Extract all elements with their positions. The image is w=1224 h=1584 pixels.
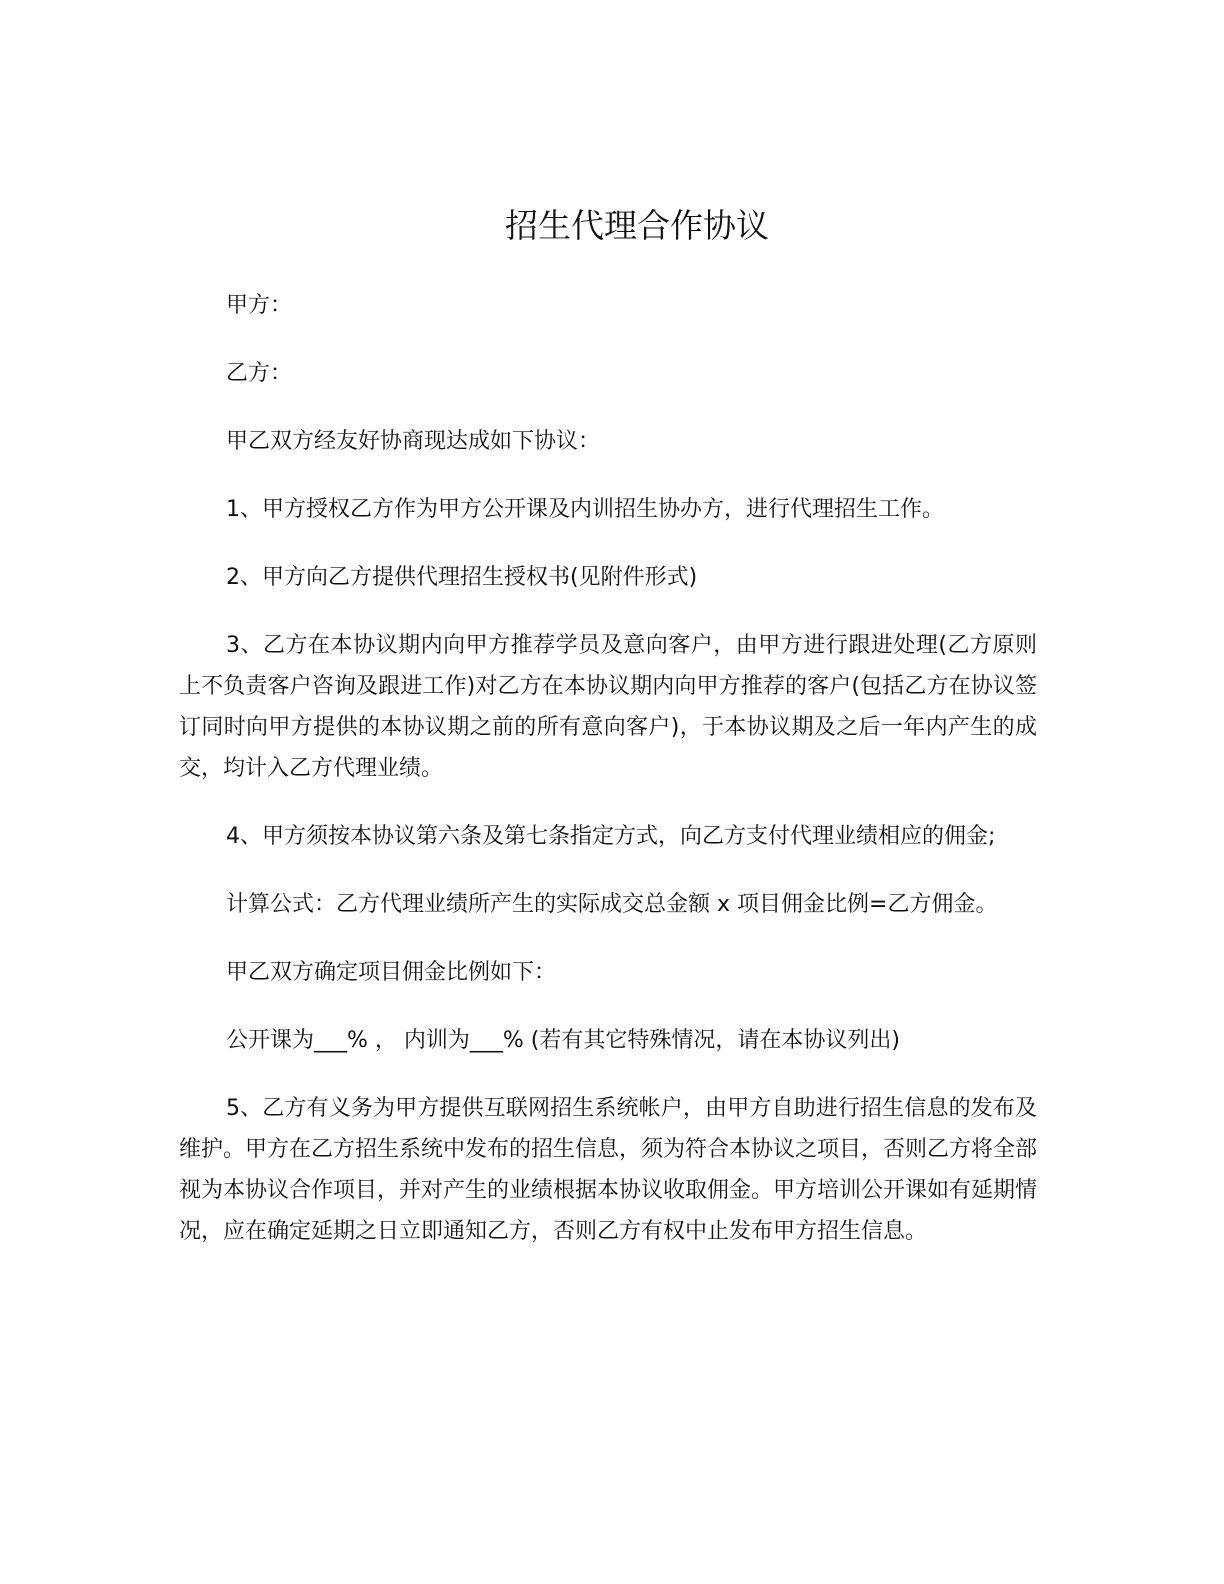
agreement-intro: 甲乙双方经友好协商现达成如下协议： <box>226 429 601 454</box>
clause-2: 2、甲方向乙方提供代理招生授权书(见附件形式) <box>226 565 698 590</box>
commission-ratio-line: 公开课为___% ， 内训为___% (若有其它特殊情况，请在本协议列出) <box>226 1028 900 1053</box>
commission-formula: 计算公式：乙方代理业绩所产生的实际成交总金额 x 项目佣金比例=乙方佣金。 <box>226 892 998 917</box>
document-title: 招生代理合作协议 <box>505 206 769 245</box>
document-body <box>179 285 1037 1279</box>
clause-4: 4、甲方须按本协议第六条及第七条指定方式，向乙方支付代理业绩相应的佣金; <box>226 824 996 849</box>
clause-3: 3、乙方在本协议期内向甲方推荐学员及意向客户，由甲方进行跟进处理(乙方原则上不负责客户咨询及跟进工作)对乙方在本协议期内向甲方推荐的客户(包括乙方在协议签订同时向甲方提供的本协议期之前的所有意向客户)，于本协议期及之后一年内产生的成交，均计入乙方代理业绩。 <box>179 633 1037 781</box>
party-b-line: 乙方： <box>226 361 293 386</box>
commission-ratio-intro: 甲乙双方确定项目佣金比例如下： <box>226 960 557 985</box>
clause-5: 5、乙方有义务为甲方提供互联网招生系统帐户，由甲方自助进行招生信息的发布及维护。甲方在乙方招生系统中发布的招生信息，须为符合本协议之项目，否则乙方将全部视为本协议合作项目，并对产生的业绩根据本协议收取佣金。甲方培训公开课如有延期情况，应在确定延期之日立即通知乙方，否则乙方有权中止发布甲方招生信息。 <box>179 1096 1038 1244</box>
party-a-line: 甲方： <box>226 293 293 318</box>
clause-1: 1、甲方授权乙方作为甲方公开课及内训招生协办方，进行代理招生工作。 <box>226 497 944 522</box>
